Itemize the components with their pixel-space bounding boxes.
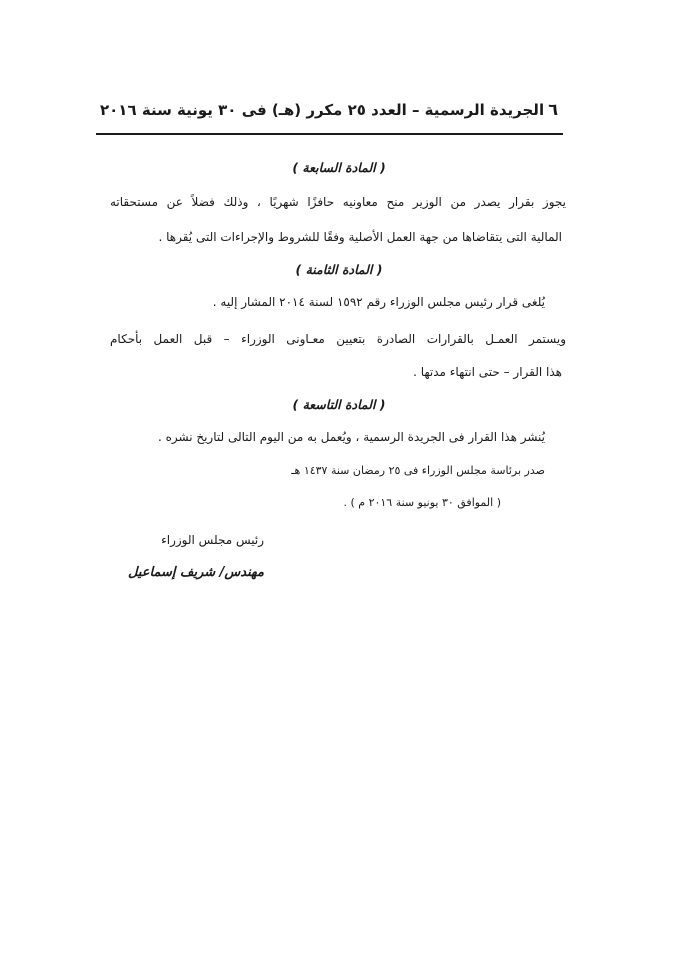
article-7-heading: ( المادة السابعة ) [292,160,386,175]
article-8-line-2: ويستمر العمـل بالقرارات الصادرة بتعيين معـاونى الوزراء – قبل العمل بأحكام [110,332,566,346]
article-8-line-3: هذا القرار – حتى انتهاء مدتها . [413,365,562,379]
article-7-line-1: يجوز بقرار يصدر من الوزير منح معاونيه حافزًا شهريًا ، وذلك فضلاً عن مستحقاته [110,195,566,209]
article-8-heading: ( المادة الثامنة ) [295,262,383,277]
issued-line-2: ( الموافق ٣٠ يونيو سنة ٢٠١٦ م ) . [343,496,501,509]
article-7-line-2: المالية التى يتقاضاها من جهة العمل الأصلية وفقًا للشروط والإجراءات التى يُقرها . [158,230,562,244]
article-9-line-1: يُنشر هذا القرار فى الجريدة الرسمية ، ويُعمل به من اليوم التالى لتاريخ نشره . [157,430,545,444]
signature-title: رئيس مجلس الوزراء [161,533,264,547]
page-header [100,100,558,119]
signature-name: مهندس/ شريف إسماعيل [127,565,264,580]
article-9-heading: ( المادة التاسعة ) [292,397,386,412]
article-8-line-1: يُلغى قرار رئيس مجلس الوزراء رقم ١٥٩٢ لسنة ٢٠١٤ المشار إليه . [212,295,545,309]
issued-line-1: صدر برئاسة مجلس الوزراء فى ٢٥ رمضان سنة ١٤٣٧ هـ [291,464,545,477]
page-number: ٦ [548,100,558,119]
header-title: الجريدة الرسمية – العدد ٢٥ مكرر (هـ) فى ٣٠ يونية سنة ٢٠١٦ [100,101,545,119]
header-divider [96,133,563,135]
